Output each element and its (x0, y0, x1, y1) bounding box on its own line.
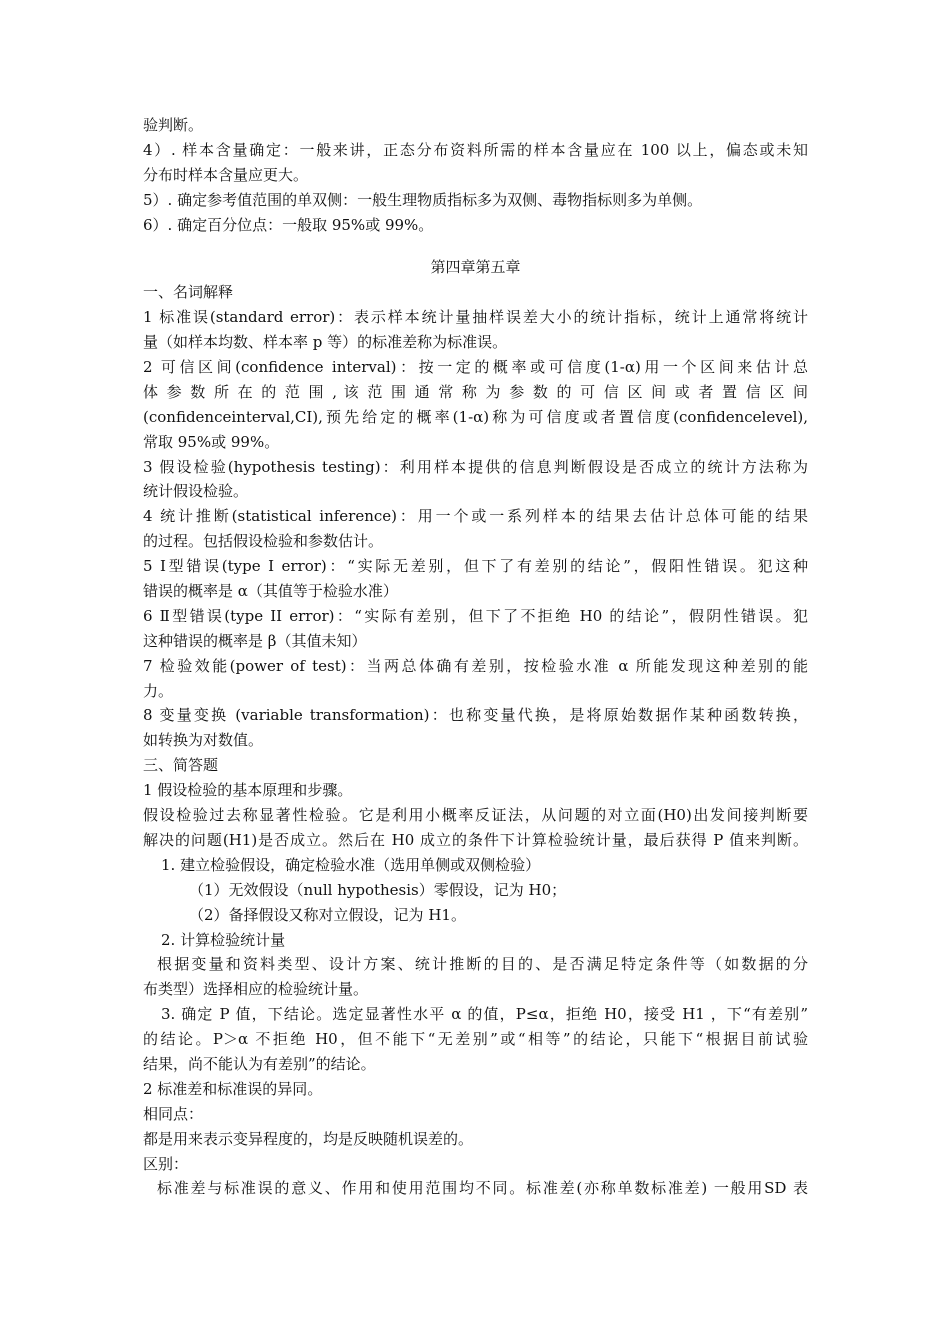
text-line: 6）. 确定百分位点：一般取 95%或 99%。 (143, 215, 434, 234)
text-line: 8 变量变换 (variable transformation)：也称变量代换，是将原始数据作某种函数转换， (143, 706, 808, 725)
text-line: 这种错误的概率是 β（其值未知） (143, 631, 367, 650)
chapter-title: 第四章第五章 (430, 258, 521, 277)
text-line: 体 参 数 所 在 的 范 围 , 该 范 围 通 常 称 为 参 数 的 可 信 区 间 或 者 置 信 区 间 (143, 382, 808, 401)
subheading: 区别： (143, 1154, 189, 1173)
text-line: 5）. 确定参考值范围的单双侧：一般生理物质指标多为双侧、毒物指标则多为单侧。 (143, 190, 703, 209)
subheading: 相同点： (143, 1104, 204, 1123)
text-line: 根据变量和资料类型、设计方案、统计推断的目的、是否满足特定条件等（如数据的分 (157, 955, 808, 974)
step-heading: 2. 计算检验统计量 (161, 930, 286, 949)
text-line: 2 可信区间(confidence interval)：按一定的概率或可信度(1-α)用一个区间来估计总 (143, 358, 808, 377)
text-line: 解决的问题(H1)是否成立。然后在 H0 成立的条件下计算检验统计量，最后获得 P 值来判断。 (143, 830, 808, 849)
text-line: 的结论。P＞α 不拒绝 H0，但不能下“无差别”或“相等”的结论，只能下“根据目前试验 (143, 1030, 808, 1049)
text-line: 布类型）选择相应的检验统计量。 (143, 980, 369, 999)
text-line: 标准差与标准误的意义、作用和使用范围均不同。标准差(亦称单数标准差) 一般用SD 表 (157, 1179, 808, 1198)
text-line: 4）. 样本含量确定：一般来讲，正态分布资料所需的样本含量应在 100 以上，偏态或未知 (143, 140, 808, 159)
text-line: 量（如样本均数、样本率 p 等）的标准差称为标准误。 (143, 333, 508, 352)
text-line: 的过程。包括假设检验和参数估计。 (143, 532, 384, 551)
text-line: 4 统计推断(statistical inference)：用一个或一系列样本的结果去估计总体可能的结果 (143, 507, 808, 526)
page-content (143, 113, 808, 1201)
section-heading: 三、简答题 (143, 756, 219, 775)
text-line: 3. 确定 P 值，下结论。选定显著性水平 α 的值，P≤α，拒绝 H0，接受 H1 ，下“有差别” (161, 1005, 808, 1024)
question-heading: 2 标准差和标准误的异同。 (143, 1079, 323, 1098)
step-heading: 1. 建立检验假设，确定检验水准（选用单侧或双侧检验） (161, 855, 541, 874)
list-item: （2）备择假设又称对立假设，记为 H1。 (189, 905, 466, 924)
text-line: 假设检验过去称显著性检验。它是利用小概率反证法，从问题的对立面(H0)出发间接判断要 (143, 806, 808, 825)
text-line: 力。 (143, 681, 174, 700)
text-line: (confidenceinterval,CI),预先给定的概率(1-α)称为可信度或者置信度(confidencelevel), (143, 407, 808, 426)
text-line: 常取 95%或 99%。 (143, 432, 280, 451)
text-line: 1 标准误(standard error)：表示样本统计量抽样误差大小的统计指标，统计上通常将统计 (143, 308, 808, 327)
text-line: 都是用来表示变异程度的，均是反映随机误差的。 (143, 1129, 474, 1148)
question-heading: 1 假设检验的基本原理和步骤。 (143, 781, 353, 800)
text-line: 分布时样本含量应更大。 (143, 165, 309, 184)
section-gap (143, 237, 808, 255)
text-line: 7 检验效能(power of test)：当两总体确有差别，按检验水准 α 所能发现这种差别的能 (143, 656, 808, 675)
text-line: 如转换为对数值。 (143, 731, 264, 750)
text-line: 3 假设检验(hypothesis testing)：利用样本提供的信息判断假设是否成立的统计方法称为 (143, 457, 808, 476)
text-line: 结果，尚不能认为有差别”的结论。 (143, 1054, 376, 1073)
text-line: 5 Ⅰ型错误(type I error)：“实际无差别，但下了有差别的结论”，假阳性错误。犯这种 (143, 557, 808, 576)
text-line: 统计假设检验。 (143, 482, 249, 501)
text-line: 验判断。 (143, 116, 204, 134)
section-heading: 一、名词解释 (143, 283, 234, 302)
text-line: 6 Ⅱ型错误(type II error)：“实际有差别，但下了不拒绝 H0 的结论”，假阴性错误。犯 (143, 606, 808, 625)
text-line: 错误的概率是 α（其值等于检验水准） (143, 582, 398, 601)
list-item: （1）无效假设（null hypothesis）零假设，记为 H0； (189, 880, 567, 899)
